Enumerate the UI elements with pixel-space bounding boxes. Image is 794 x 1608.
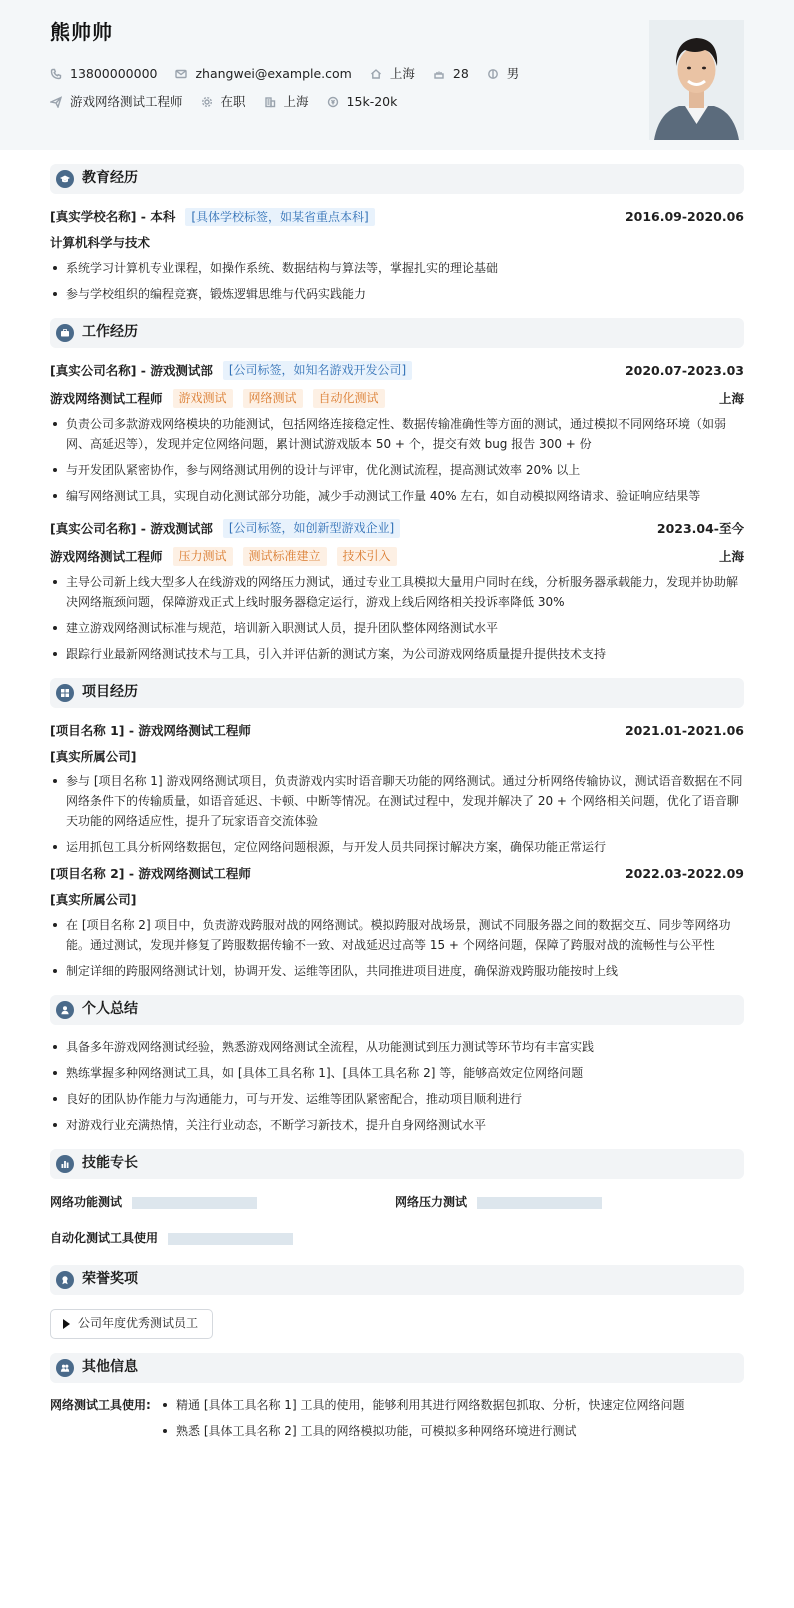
project-company: [真实所属公司] [50,892,137,907]
education-bullets [50,258,744,304]
status-info [201,93,246,111]
project-entry-1 [50,720,744,858]
project-date: 2022.03-2022.09 [624,866,744,882]
project-date: 2021.01-2021.06 [624,722,744,738]
candidate-name: 熊帅帅 [50,20,113,44]
projects-section-header [50,678,744,708]
mail-icon [175,68,187,80]
company-name: [真实公司名称] - 游戏测试部 [50,520,213,536]
company-tag: [公司标签，如知名游戏开发公司] [223,361,412,380]
gear-icon [201,96,213,108]
list-item: 熟练掌握多种网络测试工具，如 [具体工具名称 1]、[具体工具名称 2] 等，能够高效定位网络问题 [50,1063,744,1083]
job-row [50,92,744,112]
skill-tag: 技术引入 [337,547,397,566]
education-section-header [50,164,744,194]
job-entry-2 [50,518,744,664]
skill-tag: 网络测试 [243,389,303,408]
graduation-cap-icon [56,170,74,188]
list-item: 对游戏行业充满热情，关注行业动态，不断学习新技术，提升自身网络测试水平 [50,1115,744,1135]
skill-level-bar [168,1233,293,1245]
list-item: 编写网络测试工具，实现自动化测试部分功能，减少手动测试工作量 40% 左右，如自动模拟网络请求、验证响应结果等 [50,486,744,506]
bar-chart-icon [56,1155,74,1173]
other-info [50,1395,744,1453]
skill-level-bar [477,1197,602,1209]
coin-icon [327,96,339,108]
list-item: 具备多年游戏网络测试经验，熟悉游戏网络测试全流程，从功能测试到压力测试等环节均有丰富实践 [50,1037,744,1057]
list-item: 熟悉 [具体工具名称 2] 工具的网络模拟功能，可模拟多种网络环境进行测试 [160,1421,744,1441]
skill-name: 自动化测试工具使用 [50,1231,159,1246]
phone-number: 13800000000 [70,66,158,82]
list-item: 与开发团队紧密协作，参与网络测试用例的设计与评审，优化测试流程，提高测试效率 20% 以上 [50,460,744,480]
work-title: 工作经历 [82,323,138,340]
award-item[interactable] [50,1309,213,1339]
status-value: 在职 [220,94,246,110]
position-info [50,93,183,111]
work-city-value: 上海 [283,94,309,110]
list-item: 系统学习计算机专业课程，如操作系统、数据结构与算法等，掌握扎实的理论基础 [50,258,744,278]
grid-icon [56,684,74,702]
award-icon [56,1271,74,1289]
list-item: 制定详细的跨服网络测试计划，协调开发、运维等团队，共同推进项目进度，确保游戏跨服功能按时上线 [50,961,744,981]
skills-section-header [50,1149,744,1179]
awards-title: 荣誉奖项 [82,1270,138,1287]
skill-item [395,1191,740,1215]
list-item: 主导公司新上线大型多人在线游戏的网络压力测试，通过专业工具模拟大量用户同时在线，分析服务器承载能力，发现并协助解决网络瓶颈问题，保障游戏正式上线时服务器稳定运行，游戏上线后网络相关投诉率降低 30% [50,572,744,612]
skill-name: 网络功能测试 [50,1195,123,1210]
education-row [50,206,744,228]
skill-item [50,1227,395,1251]
skills-title: 技能专长 [82,1154,138,1171]
job-bullets [50,572,744,664]
job-role: 游戏网络测试工程师 [50,390,163,406]
email-address: zhangwei@example.com [195,66,352,82]
skill-tag: 测试标准建立 [243,547,327,566]
projects-title: 项目经历 [82,683,138,700]
building-icon [264,96,276,108]
age-value: 28 [452,66,469,82]
project-name: [项目名称 2] - 游戏网络测试工程师 [50,866,251,882]
project-bullets [50,915,744,981]
list-item: 在 [项目名称 2] 项目中，负责游戏跨服对战的网络测试。模拟跨服对战场景，测试不同服务器之间的数据交互、同步等网络功能。通过测试，发现并修复了跨服数据传输不一致、对战延迟过高等 15 + 个网络问题，保障了跨服对战的流畅性与公平性 [50,915,744,955]
company-tag: [公司标签，如创新型游戏企业] [223,519,400,538]
skill-name: 网络压力测试 [395,1195,468,1210]
other-title: 其他信息 [82,1358,138,1375]
list-item: 负责公司多款游戏网络模块的功能测试，包括网络连接稳定性、数据传输准确性等方面的测试，通过模拟不同网络环境（如弱网、高延迟等），发现并定位网络问题，累计测试游戏版本 50 + 个，提交有效 bug 报告 300 + 份 [50,414,744,454]
project-company: [真实所属公司] [50,748,137,764]
list-item: 跟踪行业最新网络测试技术与工具，引入并评估新的测试方案，为公司游戏网络质量提升提供技术支持 [50,644,744,664]
awards-section-header [50,1265,744,1295]
major-name: 计算机科学与技术 [50,235,151,250]
user-icon [56,1001,74,1019]
work-city-info [264,93,309,111]
list-item: 运用抓包工具分析网络数据包，定位网络问题根源，与开发人员共同探讨解决方案，确保功能正常运行 [50,837,744,857]
gender-info [487,65,520,83]
contact-row [50,64,744,84]
school-tag: [具体学校标签，如某省重点本科] [185,208,374,227]
other-label: 网络测试工具使用: [50,1397,151,1412]
people-icon [56,1359,74,1377]
project-bullets [50,771,744,857]
school-name: [真实学校名称] - 本科 [50,209,176,225]
skill-tag: 自动化测试 [313,389,385,408]
skill-item [50,1191,395,1215]
salary-value: 15k-20k [346,94,398,110]
list-item: 精通 [具体工具名称 1] 工具的使用，能够利用其进行网络数据包抓取、分析，快速定位网络问题 [160,1395,744,1415]
summary-section-header [50,995,744,1025]
list-item: 参与学校组织的编程竞赛，锻炼逻辑思维与代码实践能力 [50,284,744,304]
other-section-header [50,1353,744,1383]
resume-body [0,164,794,1453]
skills-list [50,1191,744,1263]
profile-photo [649,20,744,140]
position-value: 游戏网络测试工程师 [70,94,183,110]
skill-tag: 游戏测试 [173,389,233,408]
award-label: 公司年度优秀测试员工 [78,1316,199,1331]
job-entry-1 [50,360,744,506]
resume-header [0,0,794,150]
list-item: 参与 [项目名称 1] 游戏网络测试项目，负责游戏内实时语音聊天功能的网络测试。通过分析网络传输协议，测试语音数据在不同网络条件下的传输质量，如语音延迟、卡顿、中断等情况。在测试过程中，发现并解决了 20 + 个网络相关问题，优化了语音聊天功能的网络适应性，提升了玩家语音交流体验 [50,771,744,831]
summary-bullets [50,1037,744,1135]
skill-level-bar [132,1197,257,1209]
city-value: 上海 [389,66,415,82]
salary-info [327,93,398,111]
play-icon [63,1319,70,1329]
job-bullets [50,414,744,506]
send-icon [50,96,62,108]
gender-icon [487,68,499,80]
briefcase-icon [56,324,74,342]
cake-icon [433,68,445,80]
project-name: [项目名称 1] - 游戏网络测试工程师 [50,722,251,738]
job-role: 游戏网络测试工程师 [50,548,163,564]
company-name: [真实公司名称] - 游戏测试部 [50,362,213,378]
project-entry-2 [50,863,744,981]
home-icon [370,68,382,80]
summary-title: 个人总结 [82,1000,138,1017]
age-info [433,65,469,83]
list-item: 良好的团队协作能力与沟通能力，可与开发、运维等团队紧密配合，推动项目顺利进行 [50,1089,744,1109]
phone-icon [50,68,62,80]
job-city: 上海 [718,390,744,406]
skill-tag: 压力测试 [173,547,233,566]
gender-value: 男 [506,66,520,82]
job-date: 2020.07-2023.03 [624,362,744,378]
job-city: 上海 [718,548,744,564]
list-item: 建立游戏网络测试标准与规范，培训新入职测试人员，提升团队整体网络测试水平 [50,618,744,638]
phone-info [50,65,157,83]
education-title: 教育经历 [82,170,138,187]
work-section-header [50,318,744,348]
education-date: 2016.09-2020.06 [624,209,744,225]
email-info [175,65,351,83]
job-date: 2023.04-至今 [656,520,744,536]
other-bullets [160,1395,744,1447]
city-info [370,65,415,83]
